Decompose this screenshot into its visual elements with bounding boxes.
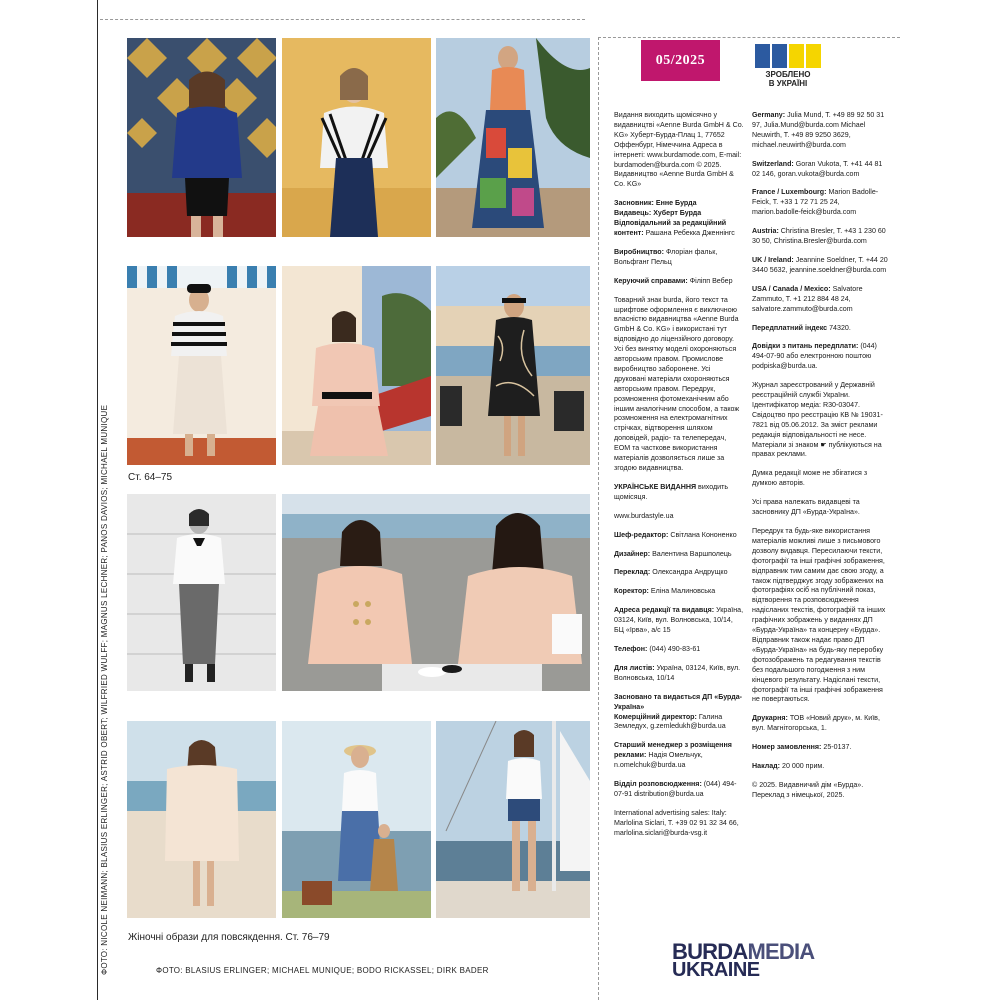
imprint-paragraph (614, 277, 744, 287)
imprint-paragraph (752, 188, 888, 218)
imprint-text: Галина Земледух, g.zemledukh@burda.ua (614, 712, 726, 731)
imprint-heading: Виробництво: (614, 247, 664, 256)
imprint-paragraph (752, 714, 888, 734)
imprint-paragraph (614, 550, 744, 560)
imprint-text: © 2025. Видавничий дім «Бурда». Переклад з німецької, 2025. (752, 780, 864, 799)
cut-line-vertical (598, 37, 599, 1000)
imprint-paragraph (614, 645, 744, 655)
ua-flag-bars-icon (755, 44, 821, 68)
imprint-paragraph (614, 512, 744, 522)
imprint-paragraph (752, 256, 888, 276)
imprint-text: www.burdastyle.ua (614, 511, 674, 520)
imprint-text: (044) 494-07-91 distribution@burda.ua (614, 780, 737, 798)
made-in-ukraine-badge (755, 44, 821, 88)
cut-line-top-left (100, 19, 585, 20)
imprint-heading: Номер замовлення: (752, 743, 822, 752)
imprint-text: 20 000 прим. (782, 762, 825, 771)
page-edge-line (97, 0, 98, 1000)
cut-line-top-right (598, 37, 900, 38)
logo-part-media: MEDIA (747, 939, 815, 964)
imprint-text: Jeannine Soeldner, T. +44 20 3440 5632, jeannine.soeldner@burda.com (752, 255, 888, 274)
imprint-text: 25-0137. (823, 743, 852, 752)
imprint-text: Еліна Малиновська (650, 587, 716, 596)
imprint-text: ТОВ «Новий друк», м. Київ, вул. Магнітогорська, 1. (752, 714, 880, 733)
imprint-paragraph (614, 483, 744, 503)
photo-beach-lace-dress (127, 721, 276, 918)
imprint-paragraph (614, 741, 744, 771)
imprint-paragraph (614, 587, 744, 597)
imprint-paragraph (614, 248, 744, 268)
caption-pages-64-75: Ст. 64–75 (128, 472, 173, 483)
photo-mother-daughter-vintage-car (282, 721, 431, 918)
imprint-text: (044) 490-83-61 (649, 644, 701, 653)
imprint-paragraph (752, 498, 888, 518)
photo-two-women-cafe-seaside (282, 494, 590, 691)
imprint-column-left (614, 111, 744, 848)
imprint-heading: Шеф-редактор: (614, 530, 669, 539)
imprint-text: Julia Mund, T. +49 89 92 50 31 97, Julia.Mund@burda.com Michael Neuwirth, T. +49 89 9250 3629, michael.neuwirth@burda.com (752, 111, 885, 149)
imprint-paragraph (614, 664, 744, 684)
imprint-column-right (752, 111, 888, 810)
imprint-heading: Друкарня: (752, 714, 788, 723)
imprint-text: Світлана Кононенко (670, 530, 737, 539)
imprint-heading: Germany: (752, 111, 786, 119)
imprint-paragraph (614, 606, 744, 636)
imprint-heading: УКРАЇНСЬКЕ ВИДАННЯ (614, 482, 697, 491)
bottom-photo-credits: ФОТО: BLASIUS ERLINGER; MICHAEL MUNIQUE; BODO RICKASSEL; DIRK BADER (156, 966, 489, 975)
logo-part-ukraine: UKRAINE (672, 959, 760, 981)
imprint-text: (044) 494-07-90 або електронною поштою podpiska@burda.ua. (752, 342, 877, 371)
imprint-text: Salvatore Zammuto, T. +1 212 884 48 24, salvatore.zammuto@burda.com (752, 284, 863, 313)
photo-sailboat-woman (436, 721, 590, 918)
imprint-heading: Коректор: (614, 587, 649, 596)
imprint-text: Goran Vukota, T. +41 44 81 02 146, goran.vukota@burda.com (752, 159, 883, 178)
imprint-heading: France / Luxembourg: (752, 188, 827, 197)
photo-patchwork-skirt-woman (436, 38, 590, 237)
imprint-heading: Дизайнер: (614, 549, 651, 558)
imprint-text: Україна, 03124, Київ, вул. Волновська, 10/14 (614, 663, 741, 682)
imprint-paragraph (752, 111, 888, 151)
imprint-heading: Довідки з питань передплати: (752, 342, 859, 351)
imprint-paragraph (614, 693, 744, 733)
imprint-heading: Відділ розповсюдження: (614, 780, 702, 789)
imprint-text: виходить щомісяця. (614, 482, 729, 501)
imprint-paragraph (752, 324, 888, 334)
imprint-text: Олександра Андрущко (652, 568, 728, 577)
imprint-text: Видання виходить щомісячно у видавництві «Aenne Burda GmbH & Co. KG» Хуберт-Бурда-Плац 1, 77652 Оффенбург, Німеччина Адреса в інтернеті: www.burdamode.com, E-mail: burdamoden@burda.com © 2025. Видавництво «Aenne Burda GmbH & Co. KG» (614, 111, 744, 189)
imprint-text: International advertising sales: Italy: Marlolina Siclari, T. +39 02 91 32 34 66, marlolina.siclari@burda-vsg.it (614, 808, 739, 837)
imprint-paragraph (614, 809, 744, 839)
imprint-text: Філіпп Вебер (689, 276, 733, 285)
ua-badge-line2: В УКРАЇНІ (768, 79, 808, 88)
burda-media-ukraine-logo (672, 939, 815, 981)
imprint-paragraph (614, 111, 744, 190)
imprint-text: Україна, 03124, Київ, вул. Волновська, 10/14, БЦ «Ірва», а/с 15 (614, 606, 744, 635)
imprint-text: Журнал зареєстрований у Державній реєстраційній службі України. Ідентифікатор медіа: R30-03047. Свідоцтво про реєстрацію КВ № 19031-7821 від 05.06.2012. За зміст реклами редакція відповідальності не несе. Матеріали зі знаком ☛ публікуються на правах реклами. (752, 381, 883, 459)
imprint-paragraph (752, 762, 888, 772)
imprint-heading: Austria: (752, 227, 779, 236)
imprint-paragraph (752, 285, 888, 315)
photo-blue-tunic-woman (127, 38, 276, 237)
imprint-heading: Засновано та видається ДП «Бурда-Україна» Комерційний директор: (614, 692, 743, 721)
imprint-paragraph (752, 527, 888, 705)
imprint-text: Надія Омельчук, n.omelchuk@burda.ua (614, 751, 703, 770)
vertical-photo-credits: ФОТО: NICOLE NEIMANN; BLASIUS ERLINGER; ASTRID OBERT; WILFRIED WULFF; MAGNUS LECHNER; PANOS DAVIOS; MICHAEL MUNIQUE (100, 404, 109, 975)
imprint-heading: Для листів: (614, 663, 655, 672)
imprint-text: Флоріан фальк, Вольфганг Пельц (614, 247, 718, 266)
imprint-paragraph (752, 781, 888, 801)
photo-bw-white-blouse (127, 494, 276, 691)
imprint-text: Передрук та будь-яке використання матеріалів можливі лише з письмового дозволу видавця. Пересилаючи тексти, фотографії та інші графічні зображення, відправник тим самим дає свою згоду, а також підтверджує згоду зображених на фотографіях осіб на публічний показ, відтворення та розповсюдження надісланих текстів, фотографій та інших графічних зображень у виданнях ДП «Бурда-Україна» та концерну «Бурда». Відправник також надає право ДП «Бурда-Україна» на будь-яку переробку фотозображень та редагування текстів без подальшого погодження з ним кінцевого результату. Надіслані тексти, фотографії та інші графічні зображення не повертаються. (752, 527, 886, 704)
imprint-paragraph (752, 342, 888, 372)
imprint-paragraph (752, 743, 888, 753)
imprint-heading: Наклад: (752, 762, 781, 771)
photo-black-print-dress-harbor (436, 266, 590, 465)
imprint-paragraph (614, 199, 744, 239)
imprint-paragraph (752, 160, 888, 180)
imprint-paragraph (614, 531, 744, 541)
imprint-paragraph (752, 469, 888, 489)
ua-badge-line1: ЗРОБЛЕНО (765, 70, 811, 79)
imprint-text: Marion Badolle-Feick, T. +33 1 72 71 25 24, marion.badolle-feick@burda.com (752, 188, 879, 217)
imprint-heading: Старший менеджер з розміщення реклами: (614, 741, 732, 760)
imprint-paragraph (614, 568, 744, 578)
imprint-heading: Адреса редакції та видавця: (614, 606, 715, 615)
imprint-text: Товарний знак burda, його текст та шрифтове оформлення є виключною власністю видавництва «Aenne Burda GmbH & Co. KG» і використані тут відповідно до ліцензійного договору. Усі без винятку моделі охороняються авторським правом. Промислове виробництво заборонене. Усі друковані матеріали охороняються авторським правом. Передрук, розмноження фотомеханічним або іншим аналогічним способом, а також розмноження на електромагнітних стрічках, відтворення шляхом доповідей, радіо- та телепередач, ЕОМ та часткове використання матеріалів дозволяється лише за згодою видавництва. (614, 295, 740, 472)
photo-striped-jacket-woman (282, 38, 431, 237)
imprint-heading: USA / Canada / Mexico: (752, 284, 831, 293)
imprint-text: 74320. (829, 323, 851, 332)
photo-pink-blouse-belt (282, 266, 431, 465)
imprint-text: Валентина Варшполець (652, 549, 732, 558)
imprint-heading: Переклад: (614, 568, 651, 577)
imprint-paragraph (614, 296, 744, 474)
imprint-heading: Switzerland: (752, 159, 794, 168)
caption-everyday-looks: Жіночні образи для повсякдення. Ст. 76–79 (128, 932, 330, 943)
imprint-heading: UK / Ireland: (752, 255, 794, 264)
imprint-text: Рашана Ребекка Дженнінгс (645, 228, 735, 237)
imprint-paragraph (752, 227, 888, 247)
imprint-text: Усі права належать видавцеві та засновнику ДП «Бурда-Україна». (752, 498, 860, 517)
logo-part-burda: BURDA (672, 939, 748, 964)
imprint-heading: Передплатний індекс (752, 323, 828, 332)
imprint-text: Christina Bresler, T. +43 1 230 60 30 50, Christina.Bresler@burda.com (752, 227, 886, 246)
photo-striped-sweater-cabana (127, 266, 276, 465)
imprint-text: Думка редакції може не збігатися з думкою авторів. (752, 469, 868, 488)
imprint-paragraph (614, 780, 744, 800)
imprint-paragraph (752, 381, 888, 460)
imprint-heading: Засновник: Енне Бурда Видавець: Хуберт Бурда Відповідальний за редакційний контент: (614, 199, 727, 237)
imprint-heading: Телефон: (614, 644, 648, 653)
issue-number-badge: 05/2025 (641, 40, 720, 81)
imprint-heading: Керуючий справами: (614, 276, 688, 285)
